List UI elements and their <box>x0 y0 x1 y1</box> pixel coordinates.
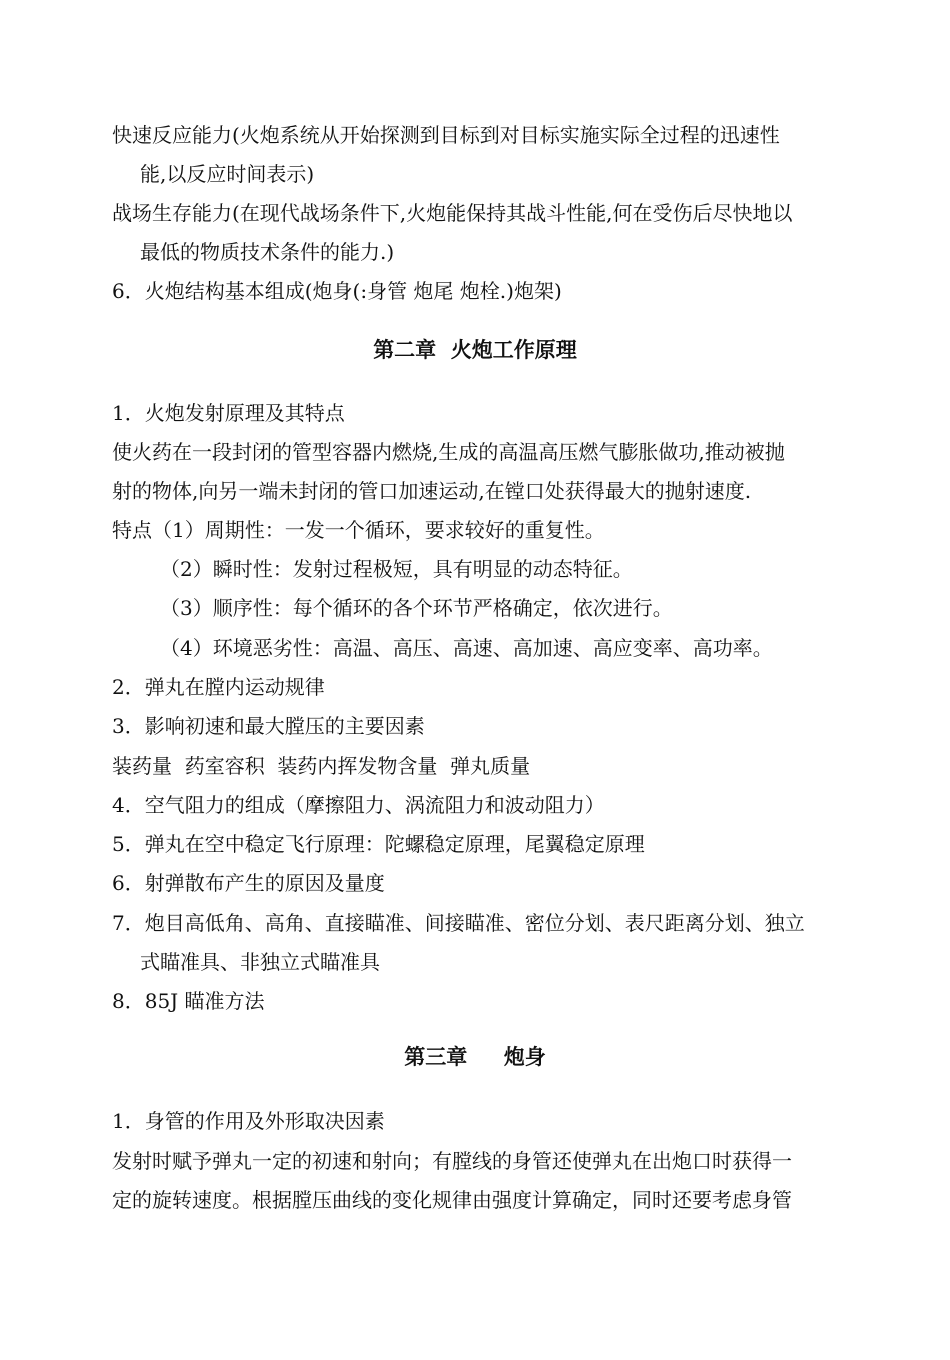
feature-item: （2）瞬时性：发射过程极短，具有明显的动态特征。 <box>160 557 633 581</box>
list-item: 4．空气阻力的组成（摩擦阻力、涡流阻力和波动阻力） <box>112 793 605 817</box>
list-item: 3．影响初速和最大膛压的主要因素 <box>112 714 425 738</box>
list-item: 1．身管的作用及外形取决因素 <box>112 1109 385 1133</box>
text-line: 能,以反应时间表示) <box>140 162 315 186</box>
text-line: 射的物体,向另一端未封闭的管口加速运动,在镗口处获得最大的抛射速度. <box>112 479 752 503</box>
text-line: 装药量 药室容积 装药内挥发物含量 弹丸质量 <box>112 754 531 778</box>
list-item: 8．85J 瞄准方法 <box>112 989 265 1013</box>
text-line: 定的旋转速度。根据膛压曲线的变化规律由强度计算确定，同时还要考虑身管 <box>112 1188 792 1212</box>
text-line: 战场生存能力(在现代战场条件下,火炮能保持其战斗性能,何在受伤后尽快地以 <box>112 201 793 225</box>
list-item: 6．火炮结构基本组成(炮身(:身管 炮尾 炮栓.)炮架) <box>112 279 562 303</box>
chapter-heading: 第三章 炮身 <box>404 1045 546 1069</box>
text-line: 式瞄准具、非独立式瞄准具 <box>140 950 380 974</box>
chapter-heading: 第二章 火炮工作原理 <box>373 338 577 362</box>
list-item: 1．火炮发射原理及其特点 <box>112 401 345 425</box>
text-line: 最低的物质技术条件的能力.) <box>140 240 395 264</box>
list-item: 5．弹丸在空中稳定飞行原理：陀螺稳定原理，尾翼稳定原理 <box>112 832 645 856</box>
text-line: 发射时赋予弹丸一定的初速和射向；有膛线的身管还使弹丸在出炮口时获得一 <box>112 1149 792 1173</box>
text-line: 快速反应能力(火炮系统从开始探测到目标到对目标实施实际全过程的迅速性 <box>112 123 780 147</box>
list-item: 7．炮目高低角、高角、直接瞄准、间接瞄准、密位分划、表尺距离分划、独立 <box>112 911 805 935</box>
feature-item: 特点（1）周期性：一发一个循环，要求较好的重复性。 <box>112 518 605 542</box>
feature-item: （4）环境恶劣性：高温、高压、高速、高加速、高应变率、高功率。 <box>160 636 773 660</box>
list-item: 2．弹丸在膛内运动规律 <box>112 675 325 699</box>
list-item: 6．射弹散布产生的原因及量度 <box>112 871 385 895</box>
feature-item: （3）顺序性：每个循环的各个环节严格确定，依次进行。 <box>160 596 673 620</box>
text-line: 使火药在一段封闭的管型容器内燃烧,生成的高温高压燃气膨胀做功,推动被抛 <box>112 440 785 464</box>
